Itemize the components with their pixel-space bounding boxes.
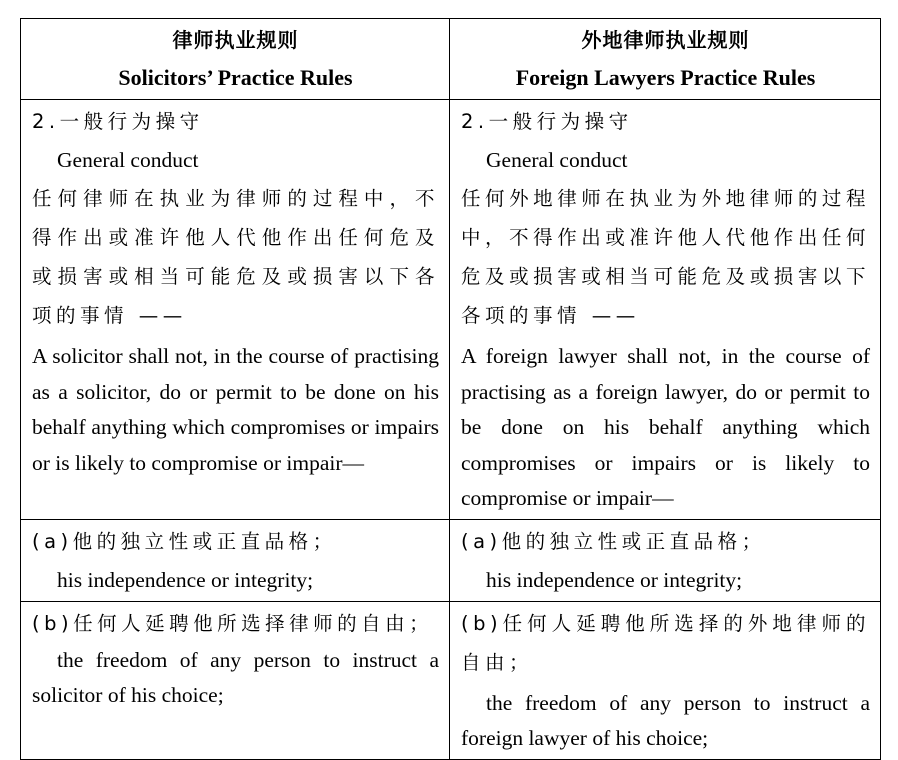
row1-right-en-body: A foreign lawyer shall not, in the course of practising as a foreign lawyer, do or permit to be done on his behalf anything which compromises or impairs or is likely to compromise or impair— [461,344,870,510]
header-left [21,19,450,100]
row1-right-cell [450,100,881,520]
row1-left-en-heading: General conduct [57,148,199,172]
rules-comparison-table [20,18,881,760]
row3-right-zh: (b)任何人延聘他所选择的外地律师的自由； [461,611,870,674]
table-row [21,519,881,601]
row2-right-zh: (a)他的独立性或正直品格； [461,529,766,553]
row2-left-en: his independence or integrity; [57,567,314,592]
header-right-title-zh: 外地律师执业规则 [581,28,750,52]
row3-left-en: the freedom of any person to instruct a solicitor of his choice; [32,647,439,707]
table-row [21,601,881,759]
row1-left-zh-heading: 2.一般行为操守 [32,110,204,133]
row1-right-zh-body: 任何外地律师在执业为外地律师的过程中，不得作出或准许他人代他作出任何危及或损害或相当可能危及或损害以下各项的事情 —— [461,187,870,327]
header-left-title-en: Solicitors’ Practice Rules [118,65,353,90]
row3-left-cell [21,601,450,759]
header-right [450,19,881,100]
row2-right-en: his independence or integrity; [486,567,743,592]
header-row [21,19,881,100]
header-right-title-en: Foreign Lawyers Practice Rules [515,65,816,90]
row2-left-zh: (a)他的独立性或正直品格； [32,529,337,553]
header-left-title-zh: 律师执业规则 [172,28,299,52]
row1-left-zh-body: 任何律师在执业为律师的过程中，不得作出或准许他人代他作出任何危及或损害或相当可能危及或损害以下各项的事情 —— [32,187,439,327]
row1-left-en-body: A solicitor shall not, in the course of practising as a solicitor, do or permit to be done on his behalf anything which compromises or impairs or is likely to compromise or impair— [32,344,439,475]
row2-right-cell [450,519,881,601]
table-row [21,100,881,520]
row3-left-zh: (b)任何人延聘他所选择律师的自由； [32,611,434,635]
row2-left-cell [21,519,450,601]
row1-right-zh-heading: 2.一般行为操守 [461,110,633,133]
row1-right-en-heading: General conduct [486,148,628,172]
row1-left-cell [21,100,450,520]
row3-right-en: the freedom of any person to instruct a foreign lawyer of his choice; [461,690,870,750]
row3-right-cell [450,601,881,759]
